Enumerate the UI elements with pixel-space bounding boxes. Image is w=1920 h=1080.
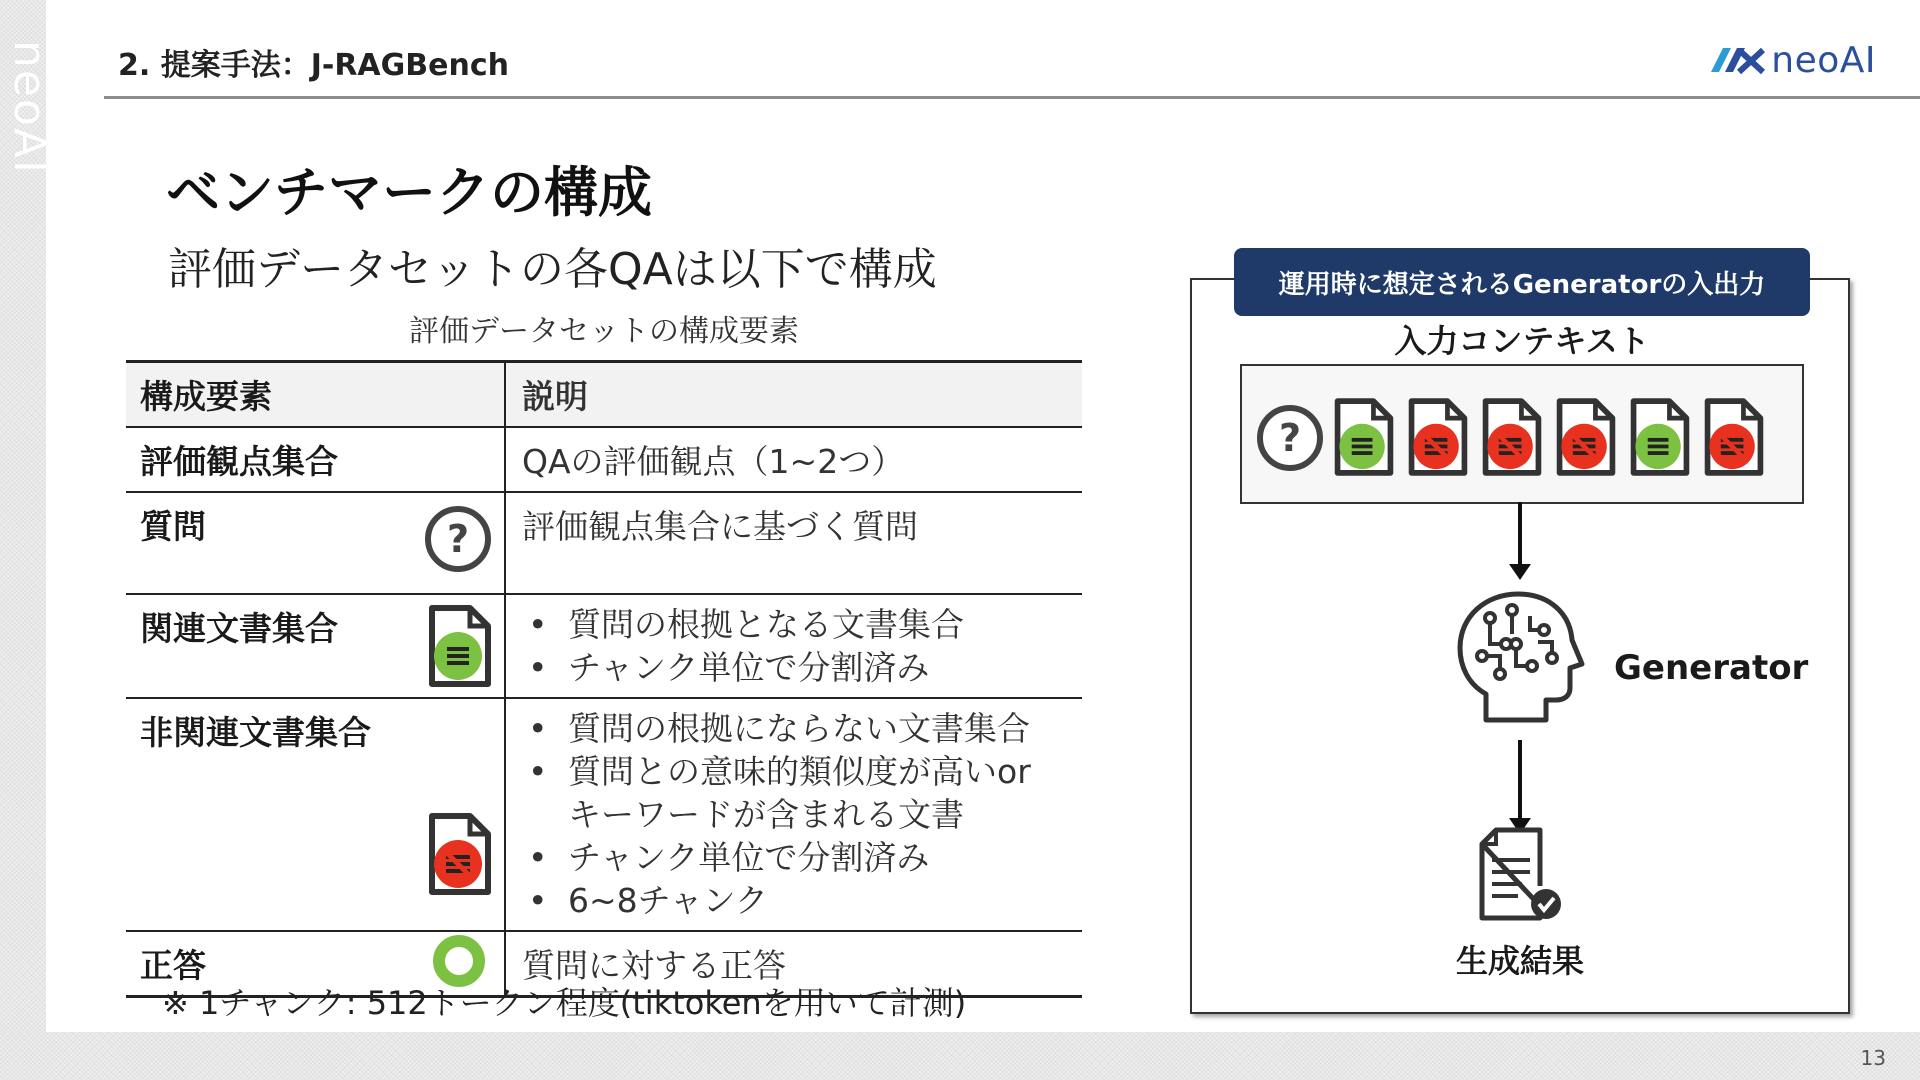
question-icon — [424, 505, 492, 573]
question-icon — [1256, 404, 1324, 472]
row-name: 評価観点集合 — [140, 442, 338, 481]
svg-text:?: ? — [446, 517, 470, 561]
irrelevant-document-icon — [1552, 392, 1620, 482]
bottom-decor-stripe — [0, 1032, 1920, 1080]
context-to-generator-arrow — [1518, 502, 1522, 566]
row-description: 質問に対する正答 — [522, 946, 786, 985]
irrelevant-document-icon — [424, 807, 496, 901]
relevant-document-icon — [1330, 392, 1398, 482]
slide-subtitle: 評価データセットの各QAは以下で構成 — [168, 244, 937, 295]
brand-logo — [1709, 38, 1876, 82]
list-item: • 6~8チャンク — [522, 879, 1066, 922]
generator-label: Generator — [1614, 648, 1809, 688]
input-context-box — [1240, 364, 1804, 504]
side-logo: neoAI — [4, 40, 55, 175]
row-name: 関連文書集合 — [140, 609, 338, 648]
list-item: • チャンク単位で分割済み — [522, 836, 1066, 879]
row-name: 質問 — [140, 507, 206, 546]
table-caption: 評価データセットの構成要素 — [409, 314, 799, 349]
generator-to-result-arrow — [1518, 740, 1522, 820]
relevant-document-icon — [424, 599, 496, 693]
ai-brain-head-icon — [1456, 590, 1586, 726]
row-description: QAの評価観点（1~2つ） — [522, 442, 905, 481]
list-item: • 質問の根拠となる文書集合 — [522, 603, 1066, 646]
table-row — [126, 492, 1082, 594]
composition-table — [126, 360, 1082, 998]
footnote: ※ 1チャンク: 512トークン程度(tiktokenを用いて計測) — [162, 984, 967, 1022]
relevant-document-icon — [1626, 392, 1694, 482]
table-header-row — [126, 362, 1082, 428]
context-icon-row — [1256, 392, 1768, 482]
slide-title: ベンチマークの構成 — [166, 161, 652, 224]
header-description: 説明 — [505, 362, 1082, 428]
irrelevant-document-icon — [1478, 392, 1546, 482]
header-element: 構成要素 — [126, 362, 505, 428]
svg-text:?: ? — [1278, 416, 1302, 460]
row-description: 評価観点集合に基づく質問 — [522, 507, 918, 546]
table-row — [126, 427, 1082, 492]
irrelevant-document-icon — [1404, 392, 1472, 482]
neoai-mark-icon — [1709, 44, 1767, 76]
list-item: • 質問との意味的類似度が高いor キーワードが含まれる文書 — [522, 750, 1066, 836]
generator-io-header: 運用時に想定されるGeneratorの入出力 — [1234, 248, 1810, 316]
left-decor-stripe — [0, 0, 55, 1080]
page-number: 13 — [1860, 1046, 1886, 1070]
input-context-label: 入力コンテキスト — [1394, 322, 1650, 360]
table-row — [126, 698, 1082, 931]
table-row — [126, 594, 1082, 698]
brand-name: neoAI — [1771, 39, 1876, 81]
generation-result-label: 生成結果 — [1455, 942, 1584, 980]
header-divider — [104, 96, 1920, 99]
row-name: 正答 — [140, 946, 206, 985]
row-name: 非関連文書集合 — [140, 713, 371, 752]
list-item: • 質問の根拠にならない文書集合 — [522, 707, 1066, 750]
list-item: • チャンク単位で分割済み — [522, 646, 1066, 689]
irrelevant-document-icon — [1700, 392, 1768, 482]
section-header: 2. 提案手法：J-RAGBench — [118, 48, 509, 83]
result-document-icon — [1478, 826, 1564, 922]
